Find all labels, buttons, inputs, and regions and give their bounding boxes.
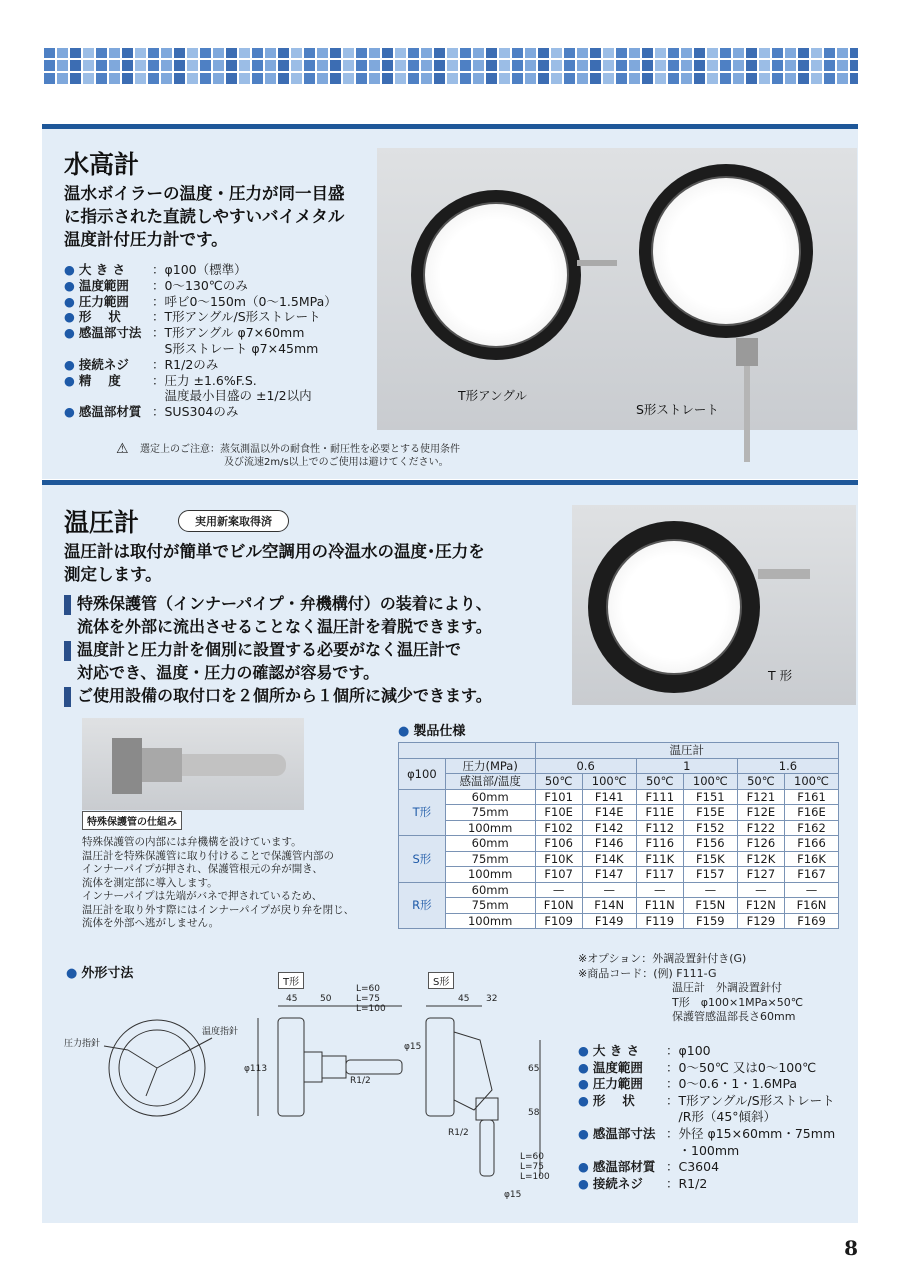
spec-key: 接続ネジ — [592, 1175, 643, 1191]
table-cell: φ100 — [399, 758, 446, 789]
bullet-icon: ● — [578, 1125, 589, 1141]
table-cell: F129 — [737, 913, 784, 929]
patent-badge: 実用新案取得済 — [178, 510, 289, 532]
table-cell: F102 — [535, 820, 582, 836]
table-cell: F167 — [784, 867, 838, 883]
bullet-icon: ● — [64, 309, 75, 325]
protection-pipe-photo — [82, 718, 304, 810]
spec-row — [64, 278, 337, 294]
spec-value: ：φ100（標準） — [152, 262, 247, 277]
table-cell: 温圧計 — [535, 743, 838, 759]
t-angle-stem — [577, 260, 617, 266]
dim-label: L=75 — [520, 1162, 545, 1172]
table-cell: 60mm — [445, 836, 535, 852]
dim-label: L=60 — [356, 984, 381, 994]
spec-row — [64, 262, 337, 278]
spec-value: S形ストレート φ7×45mm — [152, 340, 319, 356]
spec-key: 大 き さ — [592, 1043, 640, 1058]
spec-key: 形 状 — [592, 1092, 635, 1108]
table-cell: F14N — [582, 898, 636, 914]
table-cell: F127 — [737, 867, 784, 883]
table-cell: F152 — [683, 820, 737, 836]
t-angle-gauge — [411, 190, 581, 360]
table-cell: 100mm — [445, 867, 535, 883]
table-cell: F161 — [784, 789, 838, 805]
page-number: 8 — [844, 1236, 858, 1260]
caution-note: ⚠ 選定上のご注意：蒸気測温以外の耐食性・耐圧性を必要とする使用条件 及び流速2m/s以上でのご使用は避けてください。 — [116, 441, 460, 468]
bullet-icon: ● — [64, 404, 75, 420]
table-cell: 1 — [636, 758, 737, 774]
spec-row — [578, 1060, 835, 1077]
dim-label: 65 — [528, 1064, 540, 1074]
table-cell: 50℃ — [737, 774, 784, 790]
spec-row — [578, 1076, 835, 1093]
dim-label: R1/2 — [448, 1128, 469, 1138]
table-cell: 60mm — [445, 882, 535, 898]
spec-value: ：外径 φ15×60mm・75mm — [666, 1125, 836, 1141]
bullet-icon: ● — [64, 372, 75, 388]
table-cell: F16E — [784, 805, 838, 821]
s-fitting — [476, 1098, 498, 1120]
table-cell: F142 — [582, 820, 636, 836]
table-cell: F166 — [784, 836, 838, 852]
spec-key: 温度範囲 — [592, 1059, 643, 1075]
table-row — [399, 898, 839, 914]
bullet-icon: ● — [64, 325, 75, 341]
caption-s-straight: S形ストレート — [636, 402, 719, 417]
table-cell: F111 — [636, 789, 683, 805]
header-tile-band — [42, 48, 858, 86]
spec-row — [64, 388, 337, 404]
spec-value: ：T形アングル φ7×60mm — [152, 325, 305, 341]
table-cell: 75mm — [445, 805, 535, 821]
spec-value: ：圧力 ±1.6%F.S. — [152, 372, 257, 388]
bullet-icon: ● — [578, 1059, 589, 1075]
table-cell: F126 — [737, 836, 784, 852]
table-cell: F146 — [582, 836, 636, 852]
dims-s-label: S形 — [428, 972, 454, 989]
table-cell: F16K — [784, 851, 838, 867]
table-cell: F159 — [683, 913, 737, 929]
dim-label: φ15 — [404, 1042, 422, 1052]
table-cell: 50℃ — [636, 774, 683, 790]
spec-value: ：C3604 — [666, 1159, 720, 1175]
spec-key: 温度範囲 — [78, 277, 129, 293]
table-cell: F106 — [535, 836, 582, 852]
spec-key: 精 度 — [78, 372, 121, 388]
table-cell: R形 — [399, 882, 446, 929]
table-cell: — — [535, 882, 582, 898]
table-cell: 100℃ — [784, 774, 838, 790]
spec-key: 形 状 — [78, 309, 121, 325]
table-cell: F12E — [737, 805, 784, 821]
dim-label: 温度指針 — [202, 1027, 239, 1037]
spec-row — [578, 1143, 835, 1160]
table-row — [399, 836, 839, 852]
s-straight-fitting — [736, 338, 758, 366]
spec-table — [398, 742, 839, 929]
table-cell: F119 — [636, 913, 683, 929]
table-cell: 60mm — [445, 789, 535, 805]
t-form-gauge — [588, 521, 760, 693]
table-cell: F156 — [683, 836, 737, 852]
s-straight-gauge — [639, 164, 813, 338]
bullet-icon: ● — [578, 1175, 589, 1191]
dims-t-label: T形 — [278, 972, 304, 989]
t-fitting — [322, 1056, 346, 1078]
spec-value: ：0～0.6・1・1.6MPa — [666, 1076, 798, 1092]
table-cell: F151 — [683, 789, 737, 805]
table-cell: F162 — [784, 820, 838, 836]
option-note: ※オプション：外調設置針付き(G) ※商品コード：(例) F111-G 温圧計 外調設置針付 T形 φ100×1MPa×50℃ 保護管感温部長さ60mm — [578, 952, 804, 1023]
bullet-icon: ● — [578, 1043, 589, 1058]
table-cell: F15K — [683, 851, 737, 867]
table-row — [399, 867, 839, 883]
spec-value: ：T形アングル/S形ストレート — [666, 1092, 835, 1108]
spec-key: 感温部材質 — [78, 404, 142, 420]
dim-label: L=75 — [356, 994, 381, 1004]
s-straight-stem — [744, 366, 750, 462]
dimension-drawing — [62, 970, 562, 1210]
table-row — [399, 758, 839, 774]
table-cell: — — [636, 882, 683, 898]
section-2-title: 温圧計 — [64, 508, 140, 537]
table-cell: F169 — [784, 913, 838, 929]
table-cell: F107 — [535, 867, 582, 883]
spec-row — [578, 1093, 835, 1110]
bullet-icon: ● — [578, 1092, 589, 1108]
table-cell: F109 — [535, 913, 582, 929]
section-1-title: 水高計 — [64, 150, 140, 179]
caption-t-form: T 形 — [768, 668, 793, 683]
table-cell: F10K — [535, 851, 582, 867]
spec-table-title: ● 製品仕様 — [398, 724, 466, 739]
table-row — [399, 789, 839, 805]
table-cell: F10E — [535, 805, 582, 821]
table-cell: F12N — [737, 898, 784, 914]
table-row — [399, 913, 839, 929]
spec-row — [578, 1109, 835, 1126]
s-side-body — [426, 1018, 454, 1116]
bullet-icon: ● — [64, 356, 75, 372]
spec-key: 大 き さ — [78, 262, 126, 277]
dim-label: 45 — [458, 994, 470, 1004]
warning-icon: ⚠ — [116, 441, 129, 457]
table-cell: 0.6 — [535, 758, 636, 774]
section-1-lead: 温水ボイラーの温度・圧力が同一目盛 に指示された直読しやすいバイメタル 温度計付圧力計です。 — [64, 184, 345, 249]
section-1-specs — [64, 262, 337, 420]
table-row — [399, 851, 839, 867]
table-cell — [399, 743, 536, 759]
table-cell: F11N — [636, 898, 683, 914]
table-cell: 100mm — [445, 820, 535, 836]
table-row — [399, 820, 839, 836]
table-cell: F121 — [737, 789, 784, 805]
spec-key: 圧力範囲 — [592, 1076, 643, 1092]
section-2-lead: 温圧計は取付が簡単でビル空調用の冷温水の温度･圧力を 測定します。 — [64, 542, 485, 584]
spec-value: ：φ100 — [666, 1043, 711, 1058]
spec-value: ：T形アングル/S形ストレート — [152, 309, 321, 325]
table-cell: F15E — [683, 805, 737, 821]
dim-label: L=100 — [356, 1004, 386, 1014]
table-cell: F149 — [582, 913, 636, 929]
spec-key: 圧力範囲 — [78, 293, 129, 309]
dim-label: 50 — [320, 994, 332, 1004]
table-cell: 1.6 — [737, 758, 838, 774]
table-cell: — — [784, 882, 838, 898]
table-cell: F15N — [683, 898, 737, 914]
table-cell: 50℃ — [535, 774, 582, 790]
spec-value: ：0～50℃ 又は0～100℃ — [666, 1059, 817, 1075]
spec-value: ：SUS304のみ — [152, 404, 239, 420]
dim-label: φ15 — [504, 1190, 522, 1200]
spec-key: 感温部寸法 — [78, 325, 142, 341]
bullet-icon: ● — [578, 1076, 589, 1092]
table-cell: 100mm — [445, 913, 535, 929]
dim-label: 58 — [528, 1108, 540, 1118]
table-cell: F12K — [737, 851, 784, 867]
bullet-icon: ● — [64, 293, 75, 309]
spec-row — [578, 1126, 835, 1143]
table-cell: F112 — [636, 820, 683, 836]
table-cell: — — [683, 882, 737, 898]
dim-label: 圧力指針 — [64, 1039, 101, 1049]
table-cell: F122 — [737, 820, 784, 836]
dim-label: L=60 — [520, 1152, 545, 1162]
spec-row — [64, 325, 337, 341]
spec-row — [64, 373, 337, 389]
table-row — [399, 743, 839, 759]
water-gauge-photo — [377, 148, 857, 430]
table-cell: 75mm — [445, 851, 535, 867]
dim-label: φ113 — [244, 1064, 268, 1074]
spec-value: ・100mm — [666, 1142, 740, 1158]
table-cell: F157 — [683, 867, 737, 883]
table-cell: — — [737, 882, 784, 898]
dims-title: ● 外形寸法 — [66, 966, 134, 981]
spec-row — [578, 1043, 835, 1060]
spec-key: 感温部寸法 — [592, 1125, 656, 1141]
table-cell: F11E — [636, 805, 683, 821]
spec-row — [578, 1159, 835, 1176]
spec-row — [64, 309, 337, 325]
dim-label: L=100 — [520, 1172, 550, 1182]
caption-t-angle: T形アングル — [458, 388, 528, 403]
t-stem — [346, 1060, 402, 1074]
spec-value: /R形（45°傾斜） — [666, 1109, 777, 1125]
spec-value: ：0～130℃のみ — [152, 277, 248, 293]
table-cell: 100℃ — [582, 774, 636, 790]
s-stem — [480, 1120, 494, 1176]
dim-label: 45 — [286, 994, 298, 1004]
spec-value: ：R1/2 — [666, 1175, 708, 1191]
table-cell: F14K — [582, 851, 636, 867]
spec-value: ：呼ビ0～150m（0～1.5MPa） — [152, 293, 337, 309]
dim-label: R1/2 — [350, 1076, 371, 1086]
spec-row — [578, 1176, 835, 1193]
spec-row — [64, 341, 337, 357]
table-cell: S形 — [399, 836, 446, 883]
table-cell: F147 — [582, 867, 636, 883]
feature-bullets: 特殊保護管（インナーパイプ・弁機構付）の装着により、 流体を外部に流出させることなく温圧計を着脱できます。 温度計と圧力計を個別に設置する必要がなく温圧計で 対応でき、温度・圧力の確認が容易です。 ご使用設備の取付口を２個所から１個所に減少できます。 — [64, 592, 492, 707]
table-row — [399, 774, 839, 790]
bullet-icon: ● — [64, 277, 75, 293]
table-cell: F10N — [535, 898, 582, 914]
spec-key: 感温部材質 — [592, 1159, 656, 1175]
bullet-icon: ● — [578, 1159, 589, 1175]
t-side-body — [278, 1018, 304, 1116]
spec-row — [64, 404, 337, 420]
spec-value: ：R1/2のみ — [152, 356, 219, 372]
spec-key: 接続ネジ — [78, 356, 129, 372]
table-cell: 感温部/温度 — [445, 774, 535, 790]
t-form-stem — [758, 569, 810, 579]
bullet-icon: ● — [64, 262, 75, 277]
table-cell: F141 — [582, 789, 636, 805]
table-cell: F11K — [636, 851, 683, 867]
spec-row — [64, 294, 337, 310]
mechanism-label: 特殊保護管の仕組み — [82, 811, 182, 830]
table-cell: T形 — [399, 789, 446, 836]
spec-row — [64, 357, 337, 373]
thermo-pressure-photo — [572, 505, 856, 705]
table-cell: F117 — [636, 867, 683, 883]
table-cell: 100℃ — [683, 774, 737, 790]
dim-label: 32 — [486, 994, 498, 1004]
table-cell: — — [582, 882, 636, 898]
table-row — [399, 882, 839, 898]
table-cell: F101 — [535, 789, 582, 805]
spec-value: 温度最小目盛の ±1/2以内 — [152, 388, 312, 404]
table-cell: F16N — [784, 898, 838, 914]
table-cell: F14E — [582, 805, 636, 821]
table-cell: F116 — [636, 836, 683, 852]
mechanism-text: 特殊保護管の内部には弁機構を設けています。 温圧計を特殊保護管に取り付けることで保護管内部の インナーパイプが押され、保護管根元の弁が開き、 流体を測定部に導入します。 インナーパイプは先端がバネで押されているため、 温圧計を取り外す際にはインナーパイプが戻り弁を閉じ、 流体を外部へ逃がしません。 — [82, 836, 355, 929]
section-2-specs — [578, 1043, 835, 1192]
table-cell: 圧力(MPa) — [445, 758, 535, 774]
table-row — [399, 805, 839, 821]
table-cell: 75mm — [445, 898, 535, 914]
